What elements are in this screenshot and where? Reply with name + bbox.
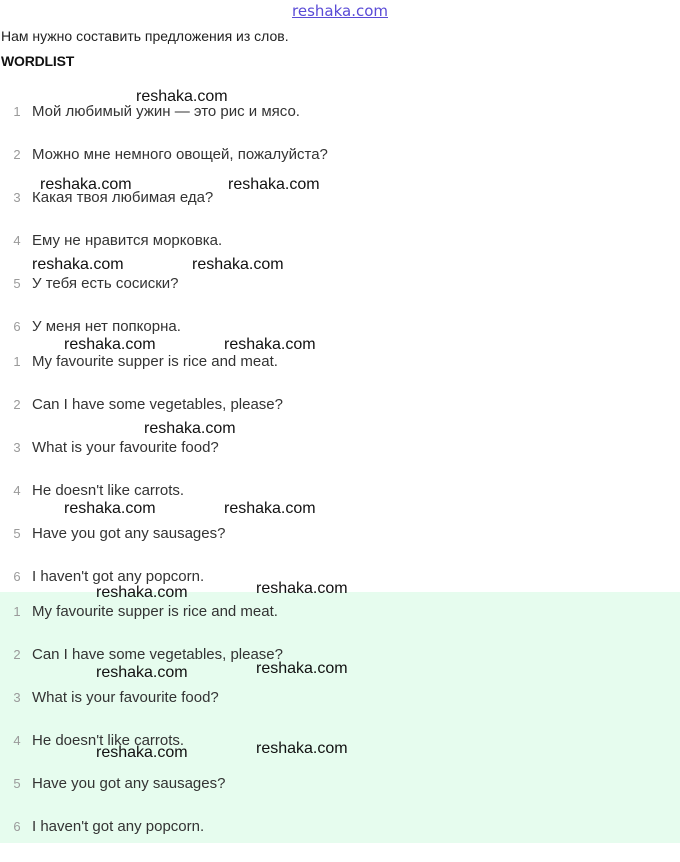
watermark: reshaka.com xyxy=(136,88,228,105)
sentence-text: Можно мне немного овощей, пожалуйста? xyxy=(32,146,328,163)
sentence-text: What is your favourite food? xyxy=(32,439,219,456)
watermark: reshaka.com xyxy=(256,740,348,757)
item-number: 3 xyxy=(13,190,21,205)
watermark: reshaka.com xyxy=(256,580,348,597)
list-item xyxy=(0,604,680,647)
watermark: reshaka.com xyxy=(96,744,188,761)
list-item xyxy=(0,397,680,440)
watermark: reshaka.com xyxy=(228,176,320,193)
list-item xyxy=(0,190,680,233)
russian-sentence-list xyxy=(0,104,680,362)
watermark: reshaka.com xyxy=(96,584,188,601)
item-number: 5 xyxy=(13,276,21,291)
sentence-text: He doesn't like carrots. xyxy=(32,732,185,749)
list-item xyxy=(0,776,680,819)
sentence-text: Can I have some vegetables, please? xyxy=(32,646,283,663)
sentence-text: Have you got any sausages? xyxy=(32,775,226,792)
list-item xyxy=(0,354,680,397)
item-number: 5 xyxy=(13,526,21,541)
sentence-text: Have you got any sausages? xyxy=(32,525,226,542)
sentence-text: Can I have some vegetables, please? xyxy=(32,396,283,413)
list-item xyxy=(0,104,680,147)
sentence-text: I haven't got any popcorn. xyxy=(32,818,205,835)
item-number: 2 xyxy=(13,147,21,162)
intro-text: Нам нужно составить предложения из слов. xyxy=(1,28,289,44)
sentence-text: My favourite supper is rice and meat. xyxy=(32,353,278,370)
item-number: 4 xyxy=(13,233,21,248)
item-number: 2 xyxy=(13,397,21,412)
sentence-text: He doesn't like carrots. xyxy=(32,482,185,499)
item-number: 1 xyxy=(13,354,21,369)
item-number: 3 xyxy=(13,440,21,455)
sentence-text: What is your favourite food? xyxy=(32,689,219,706)
sentence-text: Какая твоя любимая еда? xyxy=(32,189,214,206)
sentence-text: У тебя есть сосиски? xyxy=(32,275,179,292)
list-item xyxy=(0,276,680,319)
watermark: reshaka.com xyxy=(224,500,316,517)
answer-sentence-list xyxy=(0,592,680,843)
watermark: reshaka.com xyxy=(32,256,124,273)
watermark: reshaka.com xyxy=(256,660,348,677)
list-item xyxy=(0,440,680,483)
sentence-text: У меня нет попкорна. xyxy=(32,318,181,335)
watermark: reshaka.com xyxy=(192,256,284,273)
item-number: 4 xyxy=(13,483,21,498)
sentence-text: I haven't got any popcorn. xyxy=(32,568,205,585)
item-number: 5 xyxy=(13,776,21,791)
item-number: 3 xyxy=(13,690,21,705)
watermark: reshaka.com xyxy=(64,500,156,517)
item-number: 1 xyxy=(13,104,21,119)
watermark: reshaka.com xyxy=(224,336,316,353)
watermark: reshaka.com xyxy=(96,664,188,681)
watermark: reshaka.com xyxy=(64,336,156,353)
wordlist-heading: WORDLIST xyxy=(1,53,75,69)
item-number: 6 xyxy=(13,569,21,584)
watermark: reshaka.com xyxy=(144,420,236,437)
watermark: reshaka.com xyxy=(40,176,132,193)
list-item xyxy=(0,819,680,862)
list-item xyxy=(0,526,680,569)
sentence-text: My favourite supper is rice and meat. xyxy=(32,603,278,620)
english-sentence-list xyxy=(0,354,680,612)
item-number: 4 xyxy=(13,733,21,748)
site-link[interactable]: reshaka.com xyxy=(292,2,388,20)
item-number: 1 xyxy=(13,604,21,619)
item-number: 2 xyxy=(13,647,21,662)
sentence-text: Ему не нравится морковка. xyxy=(32,232,223,249)
sentence-text: Мой любимый ужин — это рис и мясо. xyxy=(32,103,300,120)
item-number: 6 xyxy=(13,819,21,834)
item-number: 6 xyxy=(13,319,21,334)
list-item xyxy=(0,690,680,733)
